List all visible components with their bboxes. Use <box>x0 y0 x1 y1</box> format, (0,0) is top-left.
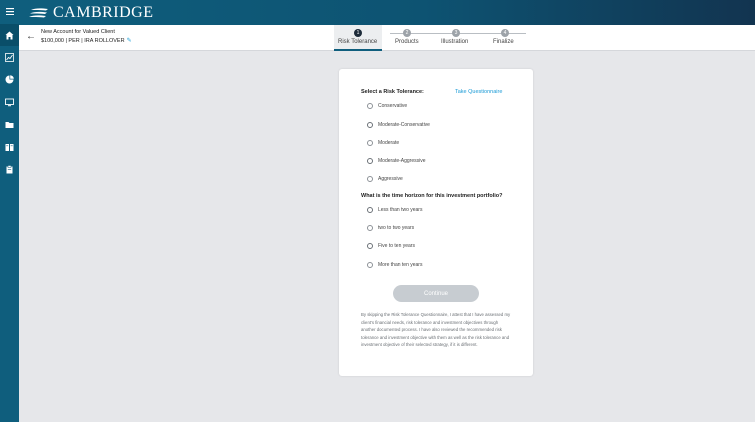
radio-button[interactable] <box>367 207 373 213</box>
step-illustration-label[interactable]: Illustration <box>441 39 469 45</box>
horizon-option[interactable] <box>367 206 422 214</box>
brand-logo[interactable] <box>29 4 154 22</box>
account-summary <box>41 37 132 44</box>
horizon-option[interactable] <box>367 242 415 250</box>
progress-stepper <box>334 25 534 51</box>
step-number[interactable]: 4 <box>501 29 509 37</box>
risk-option[interactable] <box>367 175 403 183</box>
left-nav-rail <box>0 0 19 422</box>
menu-icon[interactable] <box>3 5 16 18</box>
option-label: Moderate <box>378 140 400 146</box>
risk-option[interactable] <box>367 121 430 129</box>
book-icon[interactable] <box>3 141 16 154</box>
radio-button[interactable] <box>367 103 373 109</box>
step-finalize-label[interactable]: Finalize <box>493 39 514 45</box>
option-label: More than ten years <box>378 262 423 268</box>
brand-name: CAMBRIDGE <box>53 4 154 21</box>
risk-tolerance-card <box>339 69 533 376</box>
step-risk-tolerance[interactable] <box>334 25 382 51</box>
account-summary-text: $100,000 | PER | IRA ROLLOVER <box>41 38 125 44</box>
option-label: Less than two years <box>378 207 423 213</box>
top-banner <box>19 0 755 25</box>
radio-button[interactable] <box>367 176 373 182</box>
skip-questionnaire-disclaimer: By skipping the Risk Tolerance Questionnaire, I attest that I have assessed my client's financial needs, risk tolerance and investment objectives through another documented process. I have also reviewed the recommended risk tolerance and investment objective with them as well as the risk tolerance and investment objective of their selected strategy, if it is different. <box>361 312 511 347</box>
option-label: Conservative <box>378 103 408 109</box>
risk-heading: Select a Risk Tolerance: <box>361 89 424 95</box>
clipboard-icon[interactable] <box>3 163 16 176</box>
continue-button[interactable]: Continue <box>393 285 479 302</box>
pie-icon[interactable] <box>3 73 16 86</box>
option-label: two to two years <box>378 225 415 231</box>
brand-mark-icon <box>29 7 49 19</box>
step-number: 1 <box>354 29 362 37</box>
back-arrow-icon[interactable]: ← <box>26 31 36 42</box>
horizon-option[interactable] <box>367 224 414 232</box>
option-label: Aggressive <box>378 176 403 182</box>
radio-button[interactable] <box>367 243 373 249</box>
edit-pencil-icon[interactable]: ✎ <box>126 38 132 44</box>
radio-button[interactable] <box>367 158 373 164</box>
option-label: Moderate-Aggressive <box>378 158 426 164</box>
radio-button[interactable] <box>367 122 373 128</box>
radio-button[interactable] <box>367 262 373 268</box>
option-label: Five to ten years <box>378 243 415 249</box>
step-label: Risk Tolerance <box>338 39 378 45</box>
step-number[interactable]: 2 <box>403 29 411 37</box>
risk-option[interactable] <box>367 102 407 110</box>
radio-button[interactable] <box>367 140 373 146</box>
risk-option[interactable] <box>367 139 399 147</box>
account-title: New Account for Valued Client <box>41 29 115 35</box>
horizon-option[interactable] <box>367 261 422 269</box>
step-number[interactable]: 3 <box>452 29 460 37</box>
option-label: Moderate-Conservative <box>378 122 430 128</box>
radio-button[interactable] <box>367 225 373 231</box>
step-products-label[interactable]: Products <box>395 39 419 45</box>
take-questionnaire-link[interactable]: Take Questionnaire <box>455 89 503 95</box>
monitor-icon[interactable] <box>3 96 16 109</box>
chart-icon[interactable] <box>3 51 16 64</box>
home-icon[interactable] <box>0 24 19 46</box>
risk-option[interactable] <box>367 157 426 165</box>
horizon-heading: What is the time horizon for this investment portfolio? <box>361 193 503 199</box>
folder-icon[interactable] <box>3 118 16 131</box>
stepper-rest <box>382 25 534 51</box>
